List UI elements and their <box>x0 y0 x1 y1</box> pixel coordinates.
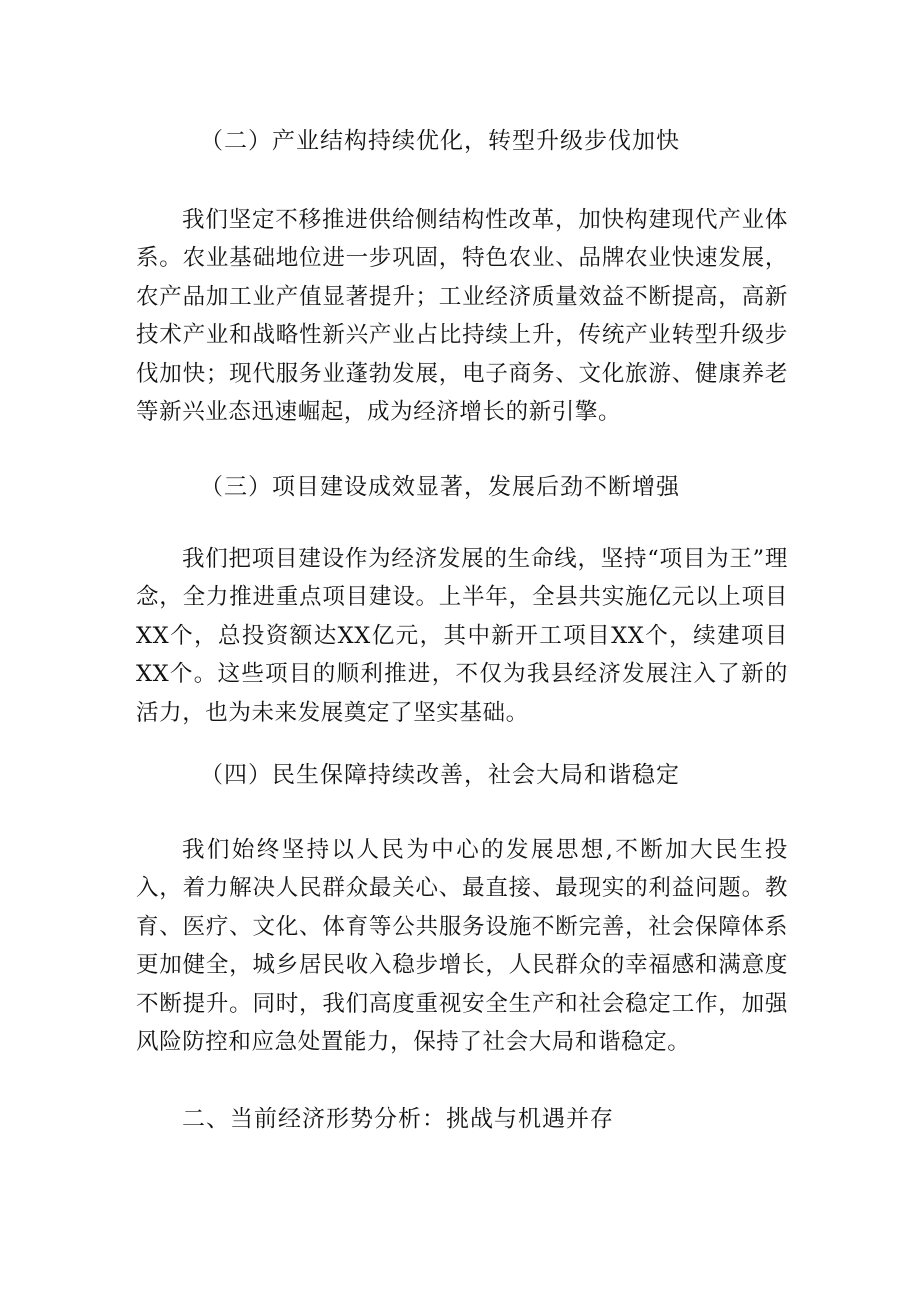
heading-industrial-structure: （二）产业结构持续优化，转型升级步伐加快 <box>200 128 680 154</box>
paragraph-industrial-structure: 我们坚定不移推进供给侧结构性改革，加快构建现代产业体系。农业基础地位进一步巩固，特色农业、品牌农业快速发展，农产品加工业产值显著提升；工业经济质量效益不断提高，高新技术产业和战略性新兴产业占比持续上升，传统产业转型升级步伐加快；现代服务业蓬勃发展，电子商务、文化旅游、健康养老等新兴业态迅速崛起，成为经济增长的新引擎。 <box>136 206 788 425</box>
section-heading-economic-analysis: 二、当前经济形势分析：挑战与机遇并存 <box>182 1106 614 1132</box>
paragraph-livelihood: 我们始终坚持以人民为中心的发展思想,不断加大民生投入，着力解决人民群众最关心、最直接、最现实的利益问题。教育、医疗、文化、体育等公共服务设施不断完善，社会保障体系更加健全，城乡居民收入稳步增长，人民群众的幸福感和满意度不断提升。同时，我们高度重视安全生产和社会稳定工作，加强风险防控和应急处置能力，保持了社会大局和谐稳定。 <box>136 836 788 1055</box>
heading-project-construction: （三）项目建设成效显著，发展后劲不断增强 <box>200 474 680 500</box>
heading-livelihood: （四）民生保障持续改善，社会大局和谐稳定 <box>200 762 680 788</box>
paragraph-project-construction: 我们把项目建设作为经济发展的生命线，坚持“项目为王”理念，全力推进重点项目建设。上半年，全县共实施亿元以上项目XX个，总投资额达XX亿元，其中新开工项目XX个，续建项目XX个。这些项目的顺利推进，不仅为我县经济发展注入了新的活力，也为未来发展奠定了坚实基础。 <box>136 545 788 726</box>
